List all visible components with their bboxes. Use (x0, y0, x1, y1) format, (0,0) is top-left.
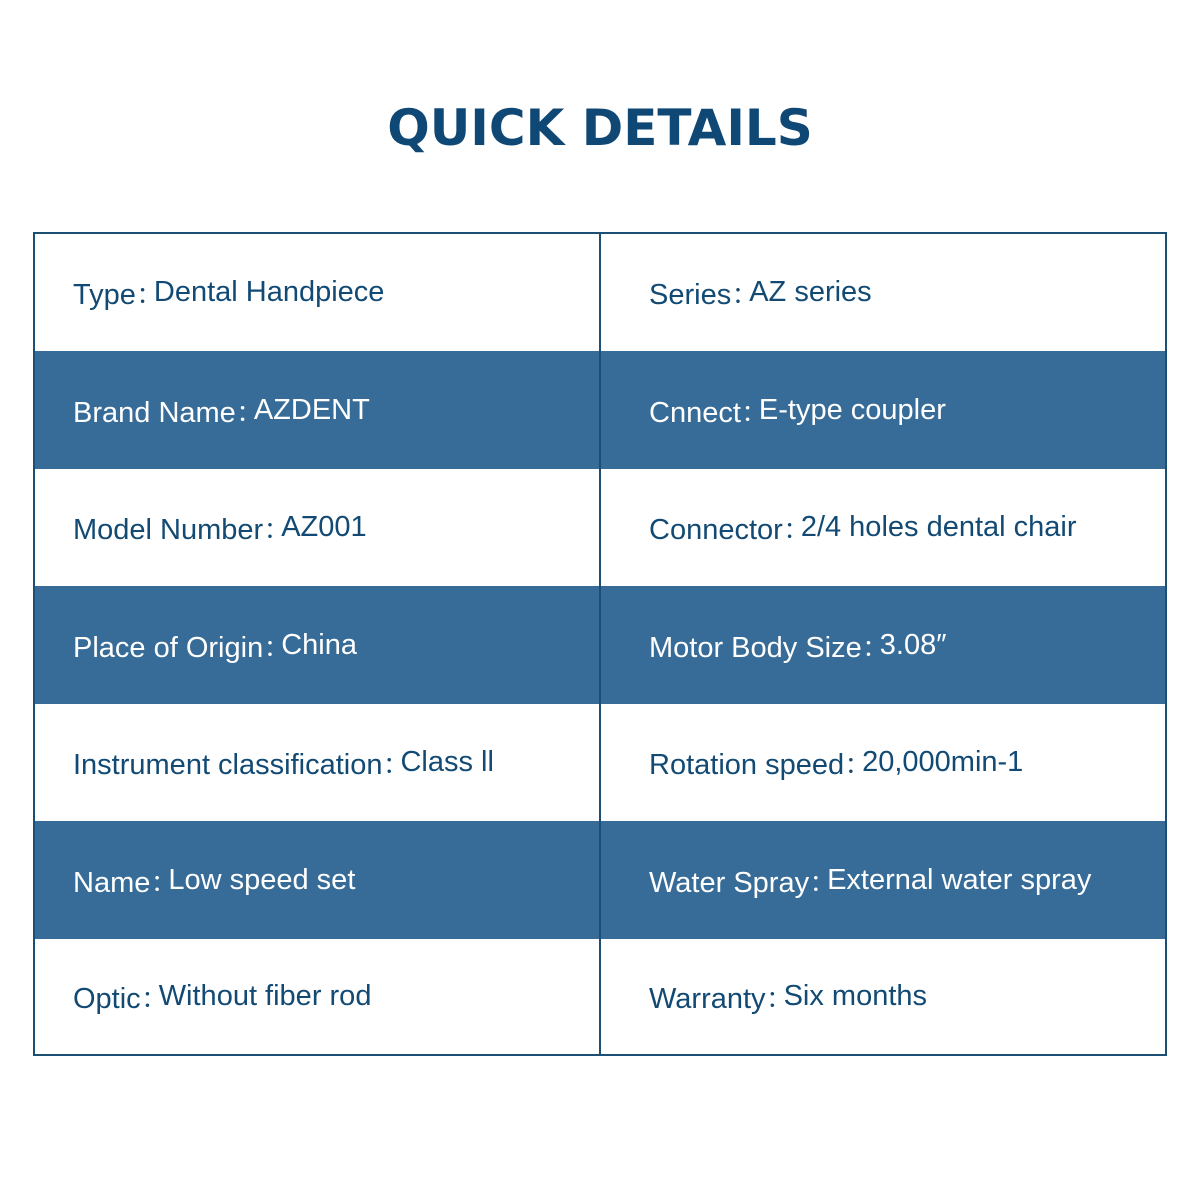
cell-label: Optic ： (73, 976, 151, 1017)
cell-value: Dental Handpiece (153, 276, 385, 308)
table-cell-instrument-classification (35, 704, 599, 821)
cell-label: Instrument classification ： (73, 742, 392, 783)
table-cell-place-of-origin (35, 586, 599, 704)
quick-details-table (33, 232, 1167, 1056)
cell-label: Model Number ： (73, 507, 273, 548)
table-cell-connect (599, 351, 1165, 469)
cell-value: AZ series (749, 276, 872, 308)
cell-value: Class ll (400, 746, 494, 778)
table-cell-series (599, 234, 1165, 351)
table-cell-motor-body-size (599, 586, 1165, 704)
cell-label: Warranty ： (649, 976, 776, 1017)
table-cell-model-number (35, 469, 599, 586)
cell-label: Motor Body Size ： (649, 625, 872, 666)
cell-label: Place of Origin ： (73, 625, 273, 666)
cell-value: AZDENT (253, 393, 370, 426)
table-cell-brand-name (35, 351, 599, 469)
cell-label: Name ： (73, 860, 160, 901)
page-title: QUICK DETAILS (387, 99, 813, 157)
cell-label: Water Spray ： (649, 860, 819, 901)
cell-label: Brand Name ： (73, 390, 246, 431)
cell-value: AZ001 (281, 511, 367, 543)
column-divider (599, 232, 601, 1054)
cell-value: E-type coupler (758, 393, 946, 426)
cell-value: China (281, 628, 357, 661)
table-cell-connector (599, 469, 1165, 586)
table-cell-type (35, 234, 599, 351)
cell-value: Six months (783, 980, 928, 1012)
table-cell-rotation-speed (599, 704, 1165, 821)
cell-label: Connector ： (649, 507, 793, 548)
table-cell-optic (35, 939, 599, 1054)
cell-value: 3.08″ (879, 628, 947, 661)
cell-label: Rotation speed ： (649, 742, 854, 783)
cell-label: Type ： (73, 272, 146, 313)
cell-value: Without fiber rod (158, 980, 372, 1012)
cell-label: Series ： (649, 272, 741, 313)
cell-value: External water spray (827, 863, 1092, 896)
cell-label: Cnnect ： (649, 390, 751, 431)
table-cell-name (35, 821, 599, 939)
cell-value: 2/4 holes dental chair (800, 511, 1077, 543)
cell-value: 20,000min-1 (862, 746, 1024, 778)
table-cell-water-spray (599, 821, 1165, 939)
cell-value: Low speed set (168, 863, 356, 896)
table-cell-warranty (599, 939, 1165, 1054)
